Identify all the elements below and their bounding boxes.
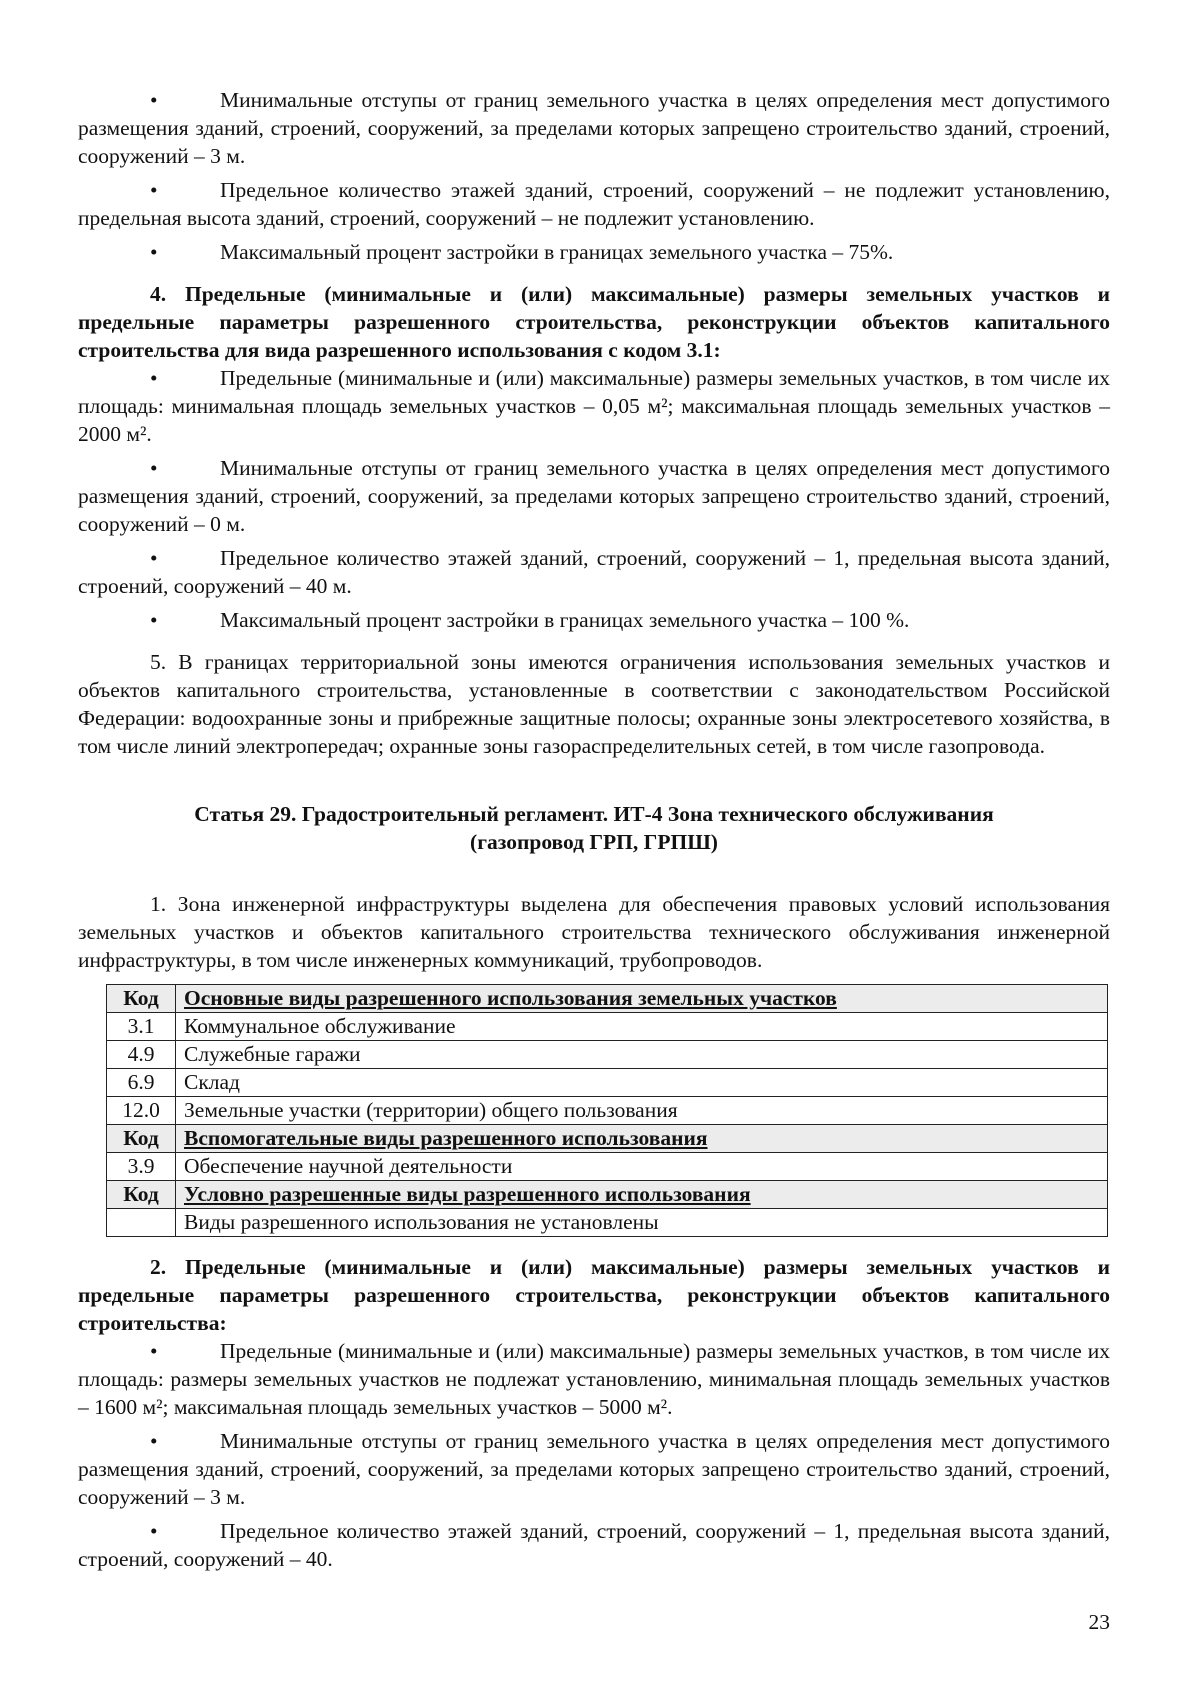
bullet-paragraph: • Минимальные отступы от границ земельного участка в целях определения мест допустимого размещения зданий, строений, сооружений, за пределами которых запрещено строительство зданий, строений, сооружений – 3 м. xyxy=(78,88,1110,168)
table-header-row xyxy=(107,985,1108,1013)
bullet-paragraph: • Минимальные отступы от границ земельного участка в целях определения мест допустимого размещения зданий, строений, сооружений, за пределами которых запрещено строительство зданий, строений, сооружений – 3 м. xyxy=(78,1429,1110,1509)
table-cell-code: 4.9 xyxy=(107,1041,176,1069)
table-cell-name: Вспомогательные виды разрешенного использования xyxy=(176,1125,1108,1153)
bullet-icon: • xyxy=(150,1429,158,1453)
article-paragraph-1: 1. Зона инженерной инфраструктуры выделена для обеспечения правовых условий использования земельных участков и объектов капитального строительства технического обслуживания инженерной инфраструктуры, в том числе инженерных коммуникаций, трубопроводов. xyxy=(78,892,1110,972)
table-cell-name: Основные виды разрешенного использования земельных участков xyxy=(176,985,1108,1013)
table-cell-code: Код xyxy=(107,985,176,1013)
table-cell-code: Код xyxy=(107,1125,176,1153)
table-cell-name: Земельные участки (территории) общего пользования xyxy=(176,1097,1108,1125)
bullet-icon: • xyxy=(150,366,158,390)
table-cell-code: Код xyxy=(107,1181,176,1209)
table-row xyxy=(107,1069,1108,1097)
table-cell-name: Обеспечение научной деятельности xyxy=(176,1153,1108,1181)
table-cell-code: 12.0 xyxy=(107,1097,176,1125)
page-number: 23 xyxy=(1088,1610,1110,1634)
table-cell-name: Склад xyxy=(176,1069,1108,1097)
table-cell-name: Виды разрешенного использования не установлены xyxy=(176,1209,1108,1237)
bullet-paragraph: • Предельные (минимальные и (или) максимальные) размеры земельных участков, в том числе их площадь: минимальная площадь земельных участков – 0,05 м²; максимальная площадь земельных участков – 2000 м². xyxy=(78,366,1110,446)
table-cell-name: Служебные гаражи xyxy=(176,1041,1108,1069)
bullet-icon: • xyxy=(150,1519,158,1543)
bullet-paragraph: • Максимальный процент застройки в границах земельного участка – 75%. xyxy=(78,238,1110,266)
section-5-paragraph: 5. В границах территориальной зоны имеются ограничения использования земельных участков и объектов капитального строительства, установленные в соответствии с законодательством Российской Федерации: водоохранные зоны и прибрежные защитные полосы; охранные зоны электросетевого хозяйства, в том числе линий электропередач; охранные зоны газораспределительных сетей, в том числе газопровода. xyxy=(78,650,1110,758)
table-cell-code xyxy=(107,1209,176,1237)
table-row xyxy=(107,1153,1108,1181)
table-cell-code: 3.9 xyxy=(107,1153,176,1181)
table-cell-name: Коммунальное обслуживание xyxy=(176,1013,1108,1041)
article-heading xyxy=(78,800,1110,856)
bullet-paragraph: • Предельное количество этажей зданий, строений, сооружений – 1, предельная высота зданий, строений, сооружений – 40 м. xyxy=(78,546,1110,598)
bullet-paragraph: • Предельное количество этажей зданий, строений, сооружений – 1, предельная высота зданий, строений, сооружений – 40. xyxy=(78,1519,1110,1571)
bullet-icon: • xyxy=(150,178,158,202)
document-page xyxy=(78,86,1110,1573)
bullet-icon: • xyxy=(150,456,158,480)
table-row xyxy=(107,1013,1108,1041)
table-row xyxy=(107,1097,1108,1125)
table-cell-code: 3.1 xyxy=(107,1013,176,1041)
table-cell-name: Условно разрешенные виды разрешенного использования xyxy=(176,1181,1108,1209)
bullet-paragraph: • Максимальный процент застройки в границах земельного участка – 100 %. xyxy=(78,606,1110,634)
section-2-title: 2. Предельные (минимальные и (или) максимальные) размеры земельных участков и предельные параметры разрешенного строительства, реконструкции объектов капитального строительства: xyxy=(78,1255,1110,1335)
table-header-row xyxy=(107,1181,1108,1209)
bullet-paragraph: • Предельные (минимальные и (или) максимальные) размеры земельных участков, в том числе их площадь: размеры земельных участков не подлежат установлению, минимальная площадь земельных участков – 1600 м²; максимальная площадь земельных участков – 5000 м². xyxy=(78,1339,1110,1419)
table-cell-code: 6.9 xyxy=(107,1069,176,1097)
section-4-title: 4. Предельные (минимальные и (или) максимальные) размеры земельных участков и предельные параметры разрешенного строительства, реконструкции объектов капитального строительства для вида разрешенного использования с кодом 3.1: xyxy=(78,282,1110,362)
bullet-icon: • xyxy=(150,1339,158,1363)
bullet-icon: • xyxy=(150,546,158,570)
article-title-line2: (газопровод ГРП, ГРПШ) xyxy=(470,830,718,854)
bullet-icon: • xyxy=(150,608,158,632)
table-header-row xyxy=(107,1125,1108,1153)
bullet-icon: • xyxy=(150,240,158,264)
bullet-paragraph: • Предельное количество этажей зданий, строений, сооружений – не подлежит установлению, предельная высота зданий, строений, сооружений – не подлежит установлению. xyxy=(78,178,1110,230)
table-row xyxy=(107,1209,1108,1237)
article-title-line1: Статья 29. Градостроительный регламент. ИТ-4 Зона технического обслуживания xyxy=(194,802,994,826)
bullet-paragraph: • Минимальные отступы от границ земельного участка в целях определения мест допустимого размещения зданий, строений, сооружений, за пределами которых запрещено строительство зданий, строений, сооружений – 0 м. xyxy=(78,456,1110,536)
table-row xyxy=(107,1041,1108,1069)
permitted-use-table xyxy=(106,984,1108,1237)
bullet-icon: • xyxy=(150,88,158,112)
